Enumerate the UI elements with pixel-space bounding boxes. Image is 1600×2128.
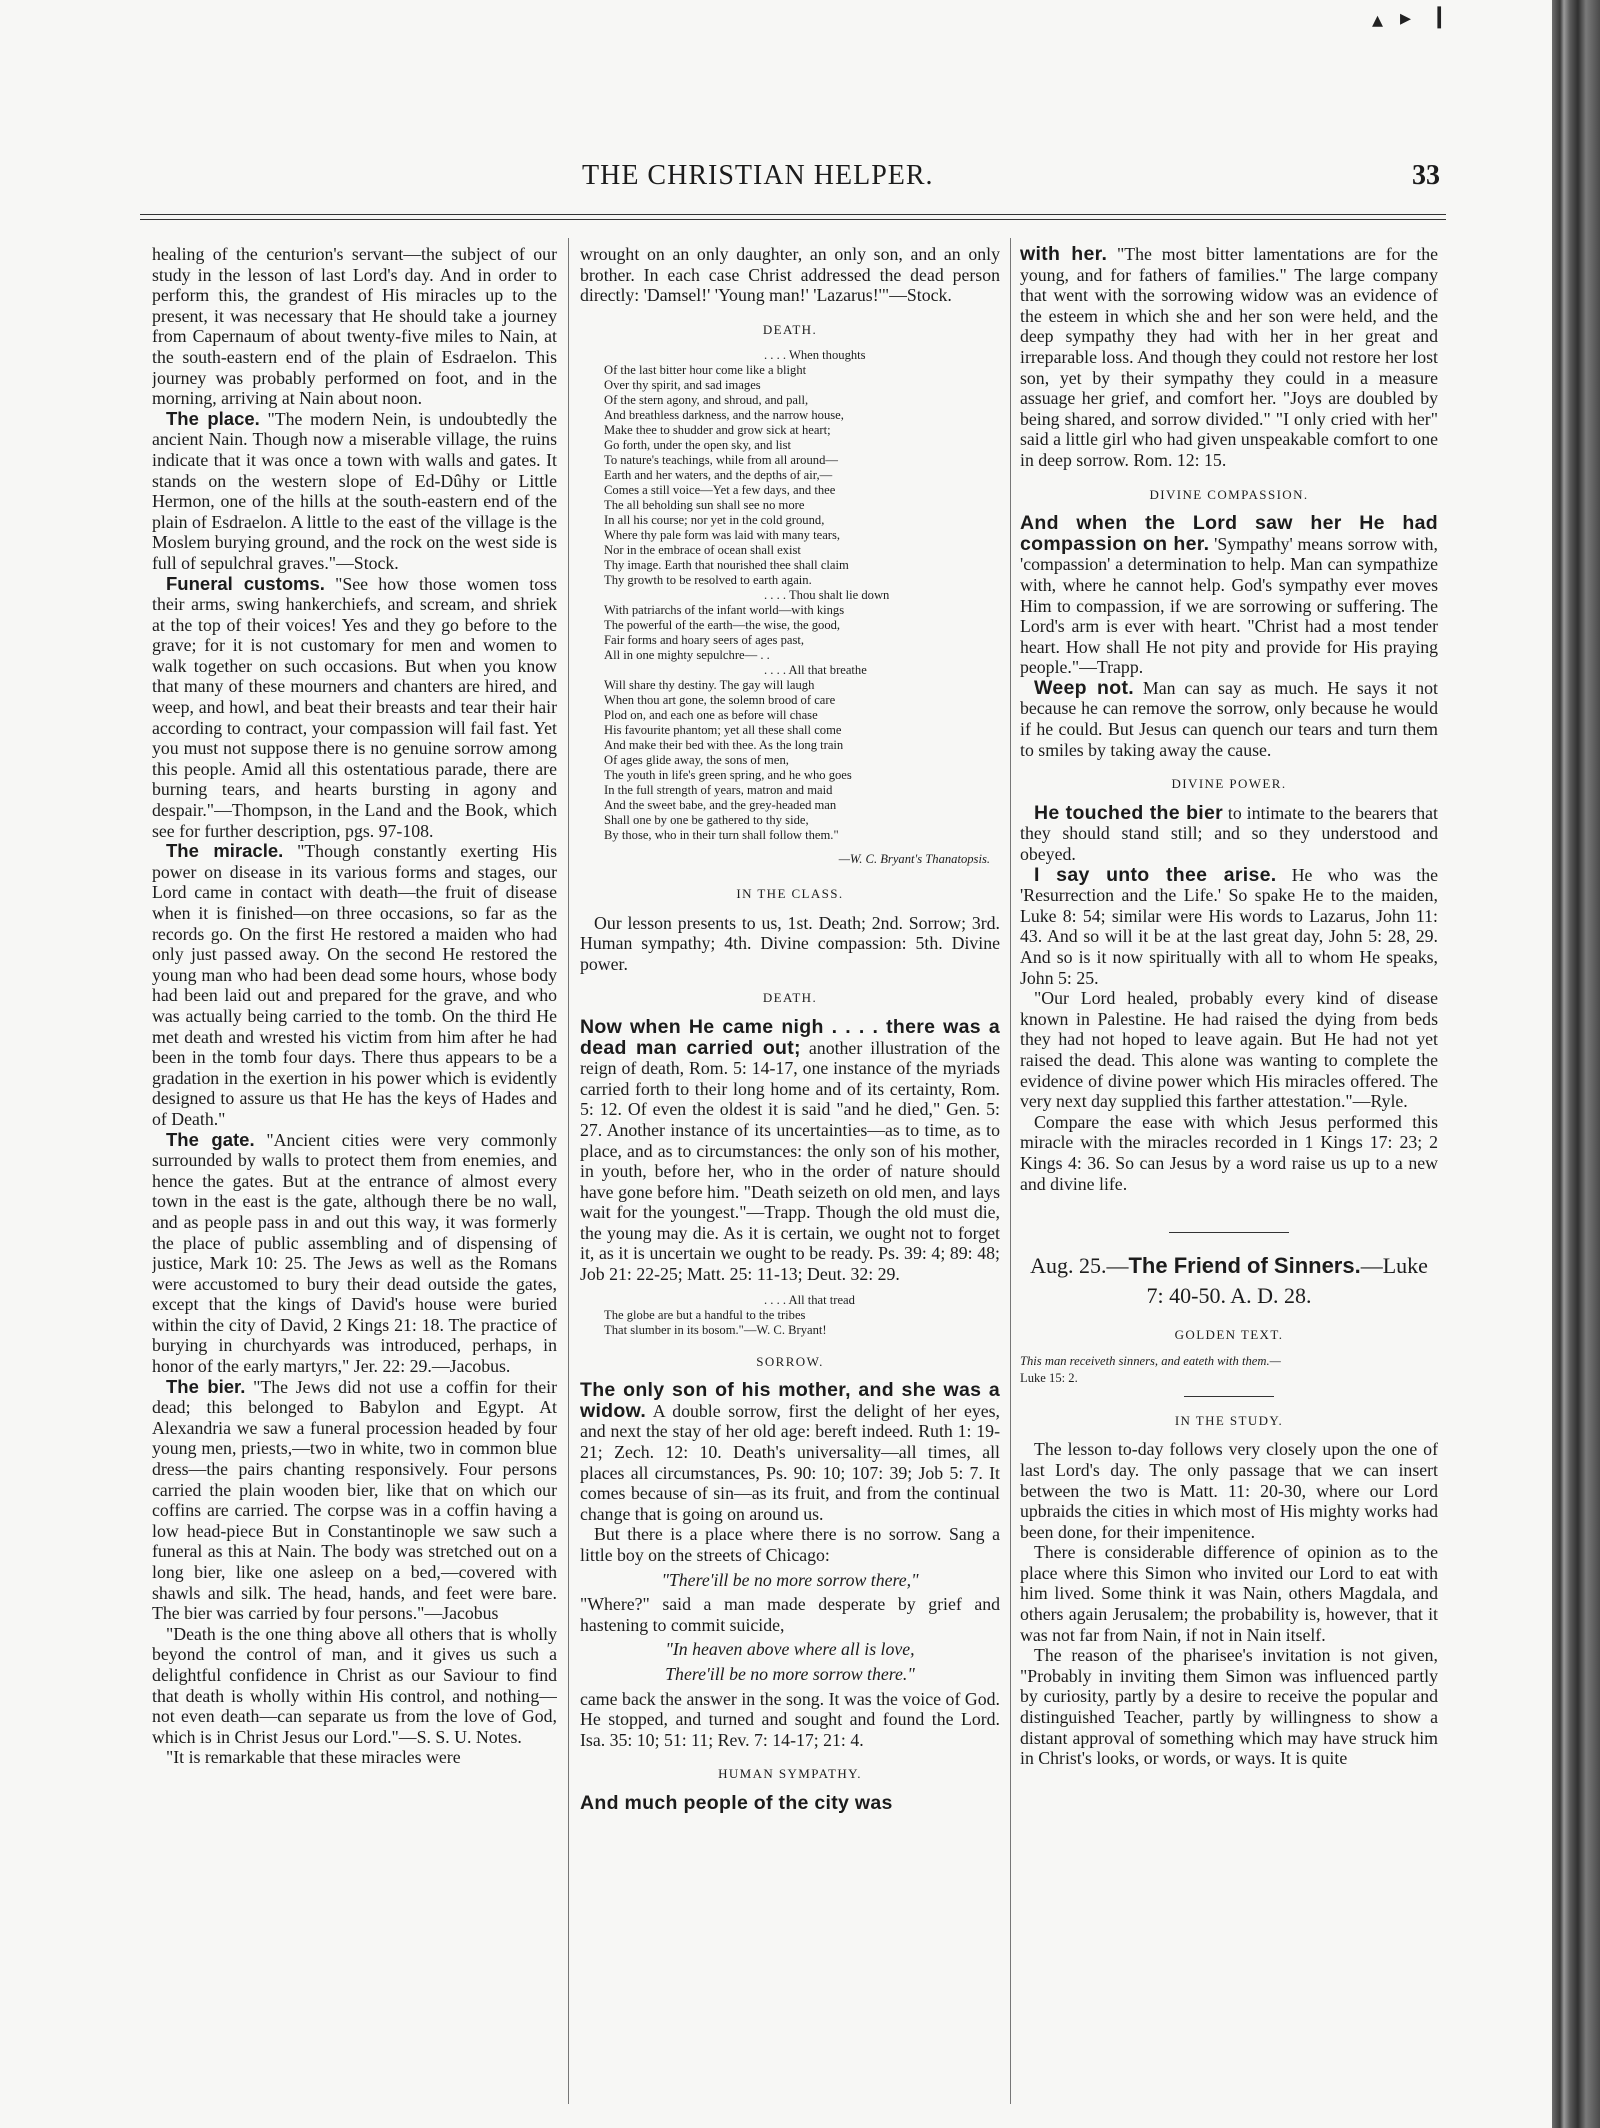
hymn-line-2: "In heaven above where all is love,	[665, 1639, 915, 1660]
text-funeral-customs: "See how those women toss their arms, swing hankerchiefs, and scream, and shriek at the top of their voices! Yes and they go before to the grave; for it is not customary for men and women to walk together on such occasions. But when you know that many of these mourners and chanters are hired, and weep, and howl, and beat their breasts and tear their hair according to contract, your compassion will fail fast. Yet you must not suppose there is no genuine sorrow among this people. Amid all this ostentatious parade, there are burning tears, and hearts bursting in agony and despair."—Thompson, in the Land and the Book, which see for further description, pgs. 97-108.	[152, 573, 557, 841]
running-head: THE CHRISTIAN HELPER.	[582, 160, 934, 191]
poem-line: Nor in the embrace of ocean shall exist	[604, 543, 801, 558]
heading-weep-not: Weep not.	[1034, 676, 1134, 699]
poem-line: Go forth, under the open sky, and list	[604, 438, 792, 453]
paragraph-centurion: healing of the centurion's servant—the subject of our study in the lesson of last Lord's day. And in order to perform this, the grandest of His miracles up to the present, it was necessary that He should take a journey from Capernaum of about twenty-five miles to Nain, at the south-eastern end of the plain of Esdraelon. This journey was probably performed on foot, and in the morning, arriving at Nain about noon.	[152, 244, 557, 409]
poem-line: . . . . Thou shalt lie down	[764, 588, 890, 603]
poem-line: Thy growth to be resolved to earth again.	[604, 573, 812, 588]
paragraph-our-lord-healed: "Our Lord healed, probably every kind of disease known in Palestine. He had raised the dying from beds they had not hoped to leave again. But He had not yet raised the dead. This alone was wanting to complete the evidence of divine power which His miracles offered. The very next day supplied this farther attestation."—Ryle.	[1020, 988, 1438, 1112]
poem-line: His favourite phantom; yet all these shall come	[604, 723, 842, 738]
text-with-her: "The most bitter lamentations are for the young, and for fathers of families." The large company that went with the sorrowing widow was an evidence of the esteem in which she and her son were held, and the deep sympathy they had with her in her great and irreparable loss. And though they could not restore her lost son, yet by their sympathy they could in a measure assuage her grief, and comfort her. "Joys are doubled by being shared, and sorrow divided." "I only cried with her" said a little girl who had given unspeakable comfort to one in deep sorrow. Rom. 12: 15.	[1020, 244, 1438, 470]
paragraph-study-3: The reason of the pharisee's invitation is not given, "Probably in inviting them Simon was influenced partly by curiosity, partly by a desire to receive the popular and distinguished Teacher, partly by willingness to show a distant approval of something which may have struck him in Christ's looks, or words, or ways. It is quite	[1020, 1645, 1438, 1769]
poem-line: Where thy pale form was laid with many tears,	[604, 528, 841, 543]
heading-only-son: The only son of his mother, and she was a widow.	[580, 1379, 1000, 1422]
paragraph-funeral	[152, 574, 557, 842]
paragraph-miracle	[152, 841, 557, 1129]
caption-death-2: DEATH.	[762, 990, 818, 1006]
poem-line: And the sweet babe, and the grey-headed man	[604, 798, 837, 813]
heading-touched-bier: He touched the bier	[1034, 801, 1224, 824]
heading-came-nigh: Now when He came nigh . . . . there was a dead man carried out;	[580, 1015, 1000, 1059]
paragraph-compassion	[1020, 513, 1438, 678]
paragraph-answer: came back the answer in the song. It was the voice of God. He stopped, and turned and sought and found the Lord. Isa. 35: 10; 51: 11; Rev. 7: 14-17; 21: 4.	[580, 1688, 1000, 1750]
poem-line: That slumber in its bosom."—W. C. Bryant!	[604, 1322, 827, 1337]
poem-line: Earth and her waters, and the depths of air,—	[604, 468, 833, 483]
text-touched-bier: to intimate to the bearers that they should stand still; and so they understood and obeyed.	[1020, 802, 1438, 865]
paragraph-death-quote: "Death is the one thing above all others that is wholly beyond the control of man, and it gives us such a delightful confidence in Christ as our Saviour to find that death is wholly within His control, and nothing—not even death—can separate us from the love of God, which is in Christ Jesus our Lord."—S. S. U. Notes.	[152, 1623, 557, 1747]
column-1	[152, 244, 557, 2104]
poem-line: The all beholding sun shall see no more	[604, 498, 805, 513]
poem-line: When thou art gone, the solemn brood of care	[604, 693, 836, 708]
paragraph-bier	[152, 1377, 557, 1624]
poem-line: Of the last bitter hour come like a blight	[604, 363, 807, 378]
heading-the-place: The place.	[166, 407, 260, 429]
column-3	[1020, 244, 1438, 2104]
heading-the-miracle: The miracle.	[166, 840, 284, 862]
text-the-bier: "The Jews did not use a coffin for their dead; this belonged to Babylon and Egypt. At Alexandria we saw a funeral procession headed by four young men, priests,—two in white, two in common blue dress—the pairs chanting responsively. Four persons carried the plain wooden bier, like that on which our coffins are carried. The corpse was in a coffin having a low head-piece But in Constantinople we saw such a funeral as this at Nain. The body was stretched out on a long bier, like one asleep on a bed,—covered with shawls and silk. The head, hands, and feet were bare. The bier was carried by four persons."—Jacobus	[152, 1376, 557, 1624]
poem-line: . . . . When thoughts	[764, 348, 866, 363]
text-arise: He who was the 'Resurrection and the Life.' So spake He to the maiden, Luke 8: 54; similar were His words to Lazarus, John 11: 43. And so will it be at the last great day, John 5: 28, 29. And so is it now spiritually with all to whom He speaks, John 5: 25.	[1020, 864, 1438, 988]
corner-mark-1: ▴	[1372, 8, 1384, 33]
heading-compassion: And when the Lord saw her He had compassion on her.	[1020, 512, 1438, 555]
poem-line: Will share thy destiny. The gay will laugh	[604, 678, 815, 693]
header-rule-thin	[140, 219, 1446, 220]
poem-attribution: —W. C. Bryant's Thanatopsis.	[838, 852, 990, 867]
corner-mark-2: ▸	[1400, 6, 1412, 31]
paragraph-class: Our lesson presents to us, 1st. Death; 2nd. Sorrow; 3rd. Human sympathy; 4th. Divine compassion: 5th. Divine power.	[580, 912, 1000, 974]
caption-human-sympathy: HUMAN SYMPATHY.	[718, 1766, 862, 1782]
paragraph-touched-bier	[1020, 803, 1438, 865]
poem-line: And breathless darkness, and the narrow house,	[604, 408, 844, 423]
poem-line: . . . . All that breathe	[764, 663, 867, 678]
heading-the-bier: The bier.	[166, 1375, 246, 1397]
golden-divider	[1184, 1396, 1274, 1397]
paragraph-weep-not	[1020, 678, 1438, 760]
paragraph-came-nigh	[580, 1017, 1000, 1285]
hymn-line-1: "There'ill be no more sorrow there,"	[661, 1569, 919, 1590]
paragraph-where: "Where?" said a man made desperate by grief and hastening to commit suicide,	[580, 1594, 1000, 1635]
text-compassion: 'Sympathy' means sorrow with, 'compassion' a determination to help. Man can sympathize with, where he cannot help. God's sympathy ever moves Him to compassion, if we are sorrowing or suffering. The Lord's arm is ever with heart. "Christ had a most tender heart. How shall He not pity and provide for His praying people."—Trapp.	[1020, 533, 1438, 678]
poem-line: All in one mighty sepulchre— . .	[604, 648, 770, 663]
heading-arise: I say unto thee arise.	[1034, 863, 1277, 886]
poem-line: Shall one by one be gathered to thy side,	[604, 813, 809, 828]
text-came-nigh: another illustration of the reign of death, Rom. 5: 14-17, one instance of the myriads carried forth to their long home and of its certainty, Rom. 5: 12. Of even the oldest it is said "and he died," Gen. 5: 27. Another instance of its uncertainties—as to time, as to place, and as to circumstances: the only son of his mother, in youth, before her, who in the order of nature should have gone before him. "Death seizeth on old men, and lays wait for the youngest."—Trapp. Though the old must die, the young may die. As it is certain, we ought not to forget it, as it is uncertain we ought to be ready. Ps. 39: 4; 89: 48; Job 21: 22-25; Matt. 25: 11-13; Deut. 32: 29.	[580, 1037, 1000, 1285]
paragraph-gate	[152, 1130, 557, 1377]
poem-thanatopsis	[604, 348, 1000, 843]
caption-divine-power: DIVINE POWER.	[1171, 776, 1287, 792]
paragraph-with-her	[1020, 244, 1438, 471]
heading-the-gate: The gate.	[166, 1128, 255, 1150]
lesson-date: Aug. 25.—	[1030, 1253, 1129, 1279]
caption-in-the-study: IN THE STUDY.	[1174, 1412, 1284, 1428]
poem-bryant	[604, 1293, 1000, 1338]
caption-in-the-class: IN THE CLASS.	[736, 885, 844, 901]
poem-line: The youth in life's green spring, and he who goes	[604, 768, 852, 783]
paragraph-no-sorrow: But there is a place where there is no sorrow. Sang a little boy on the streets of Chicago:	[580, 1524, 1000, 1565]
golden-text-reference: Luke 15: 2.	[1020, 1370, 1078, 1385]
poem-line: In the full strength of years, matron and maid	[604, 783, 833, 798]
corner-mark-3: ❙	[1430, 4, 1449, 29]
poem-line: And make their bed with thee. As the long train	[604, 738, 844, 753]
caption-death: DEATH.	[762, 321, 818, 337]
paragraph-remarkable: "It is remarkable that these miracles were	[166, 1747, 461, 1768]
heading-much-people: And much people of the city was	[580, 1791, 893, 1814]
caption-sorrow: SORROW.	[756, 1353, 824, 1369]
poem-line: Make thee to shudder and grow sick at heart;	[604, 423, 831, 438]
paragraph-place	[152, 409, 557, 574]
lesson-reference: —Luke 7: 40-50. A. D. 28.	[1146, 1253, 1428, 1309]
poem-line: Over thy spirit, and sad images	[604, 378, 761, 393]
lesson-title	[1020, 1251, 1438, 1311]
text-only-son: A double sorrow, first the delight of her eyes, and next the stay of her old age: bereft indeed. Ruth 1: 19-21; Zech. 12: 10. Death's universality—all times, all places all circumstances, Ps. 90: 10; 107: 39; Job 5: 7. It comes because of sin—as its fruit, and from the continual change that is going on around us.	[580, 1400, 1000, 1524]
paragraph-study-1: The lesson to-day follows very closely upon the one of last Lord's day. The only passage that we can insert between the two is Matt. 11: 20-30, where our Lord upbraids the cities in which most of His mighty works had been done, for their impenitence.	[1020, 1439, 1438, 1542]
poem-line: By those, who in their turn shall follow them."	[604, 828, 839, 843]
caption-golden-text: GOLDEN TEXT.	[1174, 1327, 1284, 1343]
paragraph-much-people	[580, 1793, 1000, 1814]
text-the-gate: "Ancient cities were very commonly surrounded by walls to protect them from enemies, and hence the gates. But at the entrance of almost every town in the east is the gate, although there be no wall, and as people pass in and out this way, it was formerly the place of public assembling and of dispensing of justice, Mark 10: 25. The Jews as well as the Romans were accustomed to bury their dead outside the gates, except that the kings of David's house were buried within the city of David, 2 Kings 21: 18. The practice of burying in churchyards was introduced, perhaps, in honor of the early martyrs," Jer. 22: 29.—Jacobus.	[152, 1129, 557, 1377]
text-the-miracle: "Though constantly exerting His power on disease in its various forms and stages, our Lord came in contact with death—the fruit of disease when it is finished—on three occasions, so far as the records go. On the first He restored a maiden who had only just passed away. On the second He restored the young man who had been dead some hours, whose body had been laid out and prepared for the grave, and who was actually being carried to the tomb. On the third He met death and wrested his victim from him after he had been in the tomb four days. There thus appears to be a gradation in the exertion in his power which is evidently designed to assure us that He has the keys of Hades and of Death."	[152, 841, 557, 1129]
header-rule	[140, 214, 1446, 215]
heading-funeral-customs: Funeral customs.	[166, 572, 325, 594]
paragraph-arise	[1020, 865, 1438, 989]
poem-line: Thy image. Earth that nourished thee shall claim	[604, 558, 849, 573]
poem-line: Plod on, and each one as before will chase	[604, 708, 818, 723]
section-divider	[1169, 1232, 1289, 1233]
paragraph-widow	[580, 1380, 1000, 1524]
paragraph-only-daughter: wrought on an only daughter, an only son, and an only brother. In each case Christ addressed the dead person directly: 'Damsel!' 'Young man!' 'Lazarus!'"—Stock.	[580, 244, 1000, 306]
caption-divine-compassion: DIVINE COMPASSION.	[1149, 486, 1309, 502]
column-divider-1	[568, 238, 569, 2104]
poem-line: With patriarchs of the infant world—with kings	[604, 603, 845, 618]
golden-text: This man receiveth sinners, and eateth with them.—	[1020, 1353, 1281, 1368]
poem-line: Of the stern agony, and shroud, and pall,	[604, 393, 809, 408]
lesson-name: The Friend of Sinners.	[1128, 1253, 1361, 1279]
poem-line: To nature's teachings, while from all around—	[604, 453, 838, 468]
poem-line: Of ages glide away, the sons of men,	[604, 753, 789, 768]
column-2	[580, 244, 1000, 2104]
page-number: 33	[1412, 160, 1440, 191]
paragraph-study-2: There is considerable difference of opinion as to the place where this Simon who invited our Lord to eat with him lived. Some think it was Nain, others Magdala, and others again Jerusalem; the probability is, however, that it was not far from Nain, if not in Nain itself.	[1020, 1542, 1438, 1645]
poem-line: In all his course; nor yet in the cold ground,	[604, 513, 825, 528]
hymn-line-3: There'ill be no more sorrow there."	[665, 1663, 915, 1684]
paragraph-compare: Compare the ease with which Jesus performed this miracle with the miracles recorded in 1 Kings 17: 23; 2 Kings 4: 36. So can Jesus by a word raise us up to a new and divine life.	[1020, 1111, 1438, 1194]
text-the-place: "The modern Nein, is undoubtedly the ancient Nain. Though now a miserable village, the ruins indicate that it was once a town with walls and gates. It stands on the western slope of Ed-Dûhy or Little Hermon, one of the hills at the south-eastern end of the plain of Esdraelon. A little to the east of the village is the Moslem burying ground, and the rock on the west side is full of sepulchral graves."—Stock.	[152, 408, 557, 573]
poem-line: . . . . All that tread	[764, 1292, 855, 1307]
poem-line: The globe are but a handful to the tribes	[604, 1307, 806, 1322]
poem-line: Fair forms and hoary seers of ages past,	[604, 633, 805, 648]
heading-with-her: with her.	[1020, 244, 1108, 265]
poem-line: The powerful of the earth—the wise, the good,	[604, 618, 841, 633]
text-weep-not: Man can say as much. He says it not because he can remove the sorrow, only because he would if he could. But Jesus can quench our tears and turn them to smiles by taking away the cause.	[1020, 677, 1438, 760]
column-divider-2	[1010, 238, 1011, 2104]
poem-line: Comes a still voice—Yet a few days, and thee	[604, 483, 836, 498]
book-binding-edge	[1552, 0, 1600, 2128]
